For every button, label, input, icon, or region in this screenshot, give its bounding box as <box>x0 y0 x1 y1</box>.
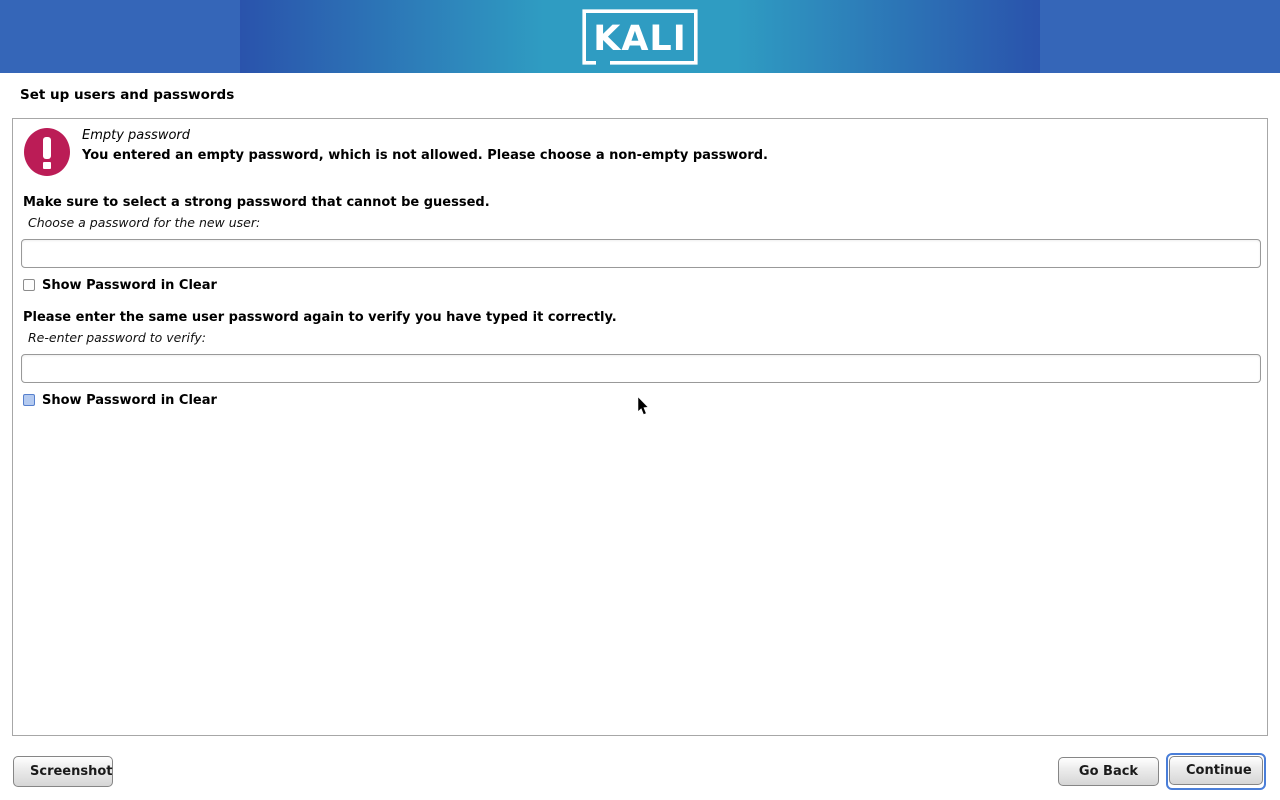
verify-password-input[interactable] <box>21 354 1261 383</box>
continue-button-focus-ring <box>1166 753 1266 790</box>
verify-heading: Please enter the same user password again to verify you have typed it correctly. <box>23 310 617 325</box>
show-password-label-1: Show Password in Clear <box>42 277 217 293</box>
show-password-row-2[interactable] <box>23 392 217 408</box>
password-input[interactable] <box>21 239 1261 268</box>
page-title: Set up users and passwords <box>20 87 235 103</box>
go-back-button[interactable]: Go Back <box>1058 757 1159 786</box>
verify-label: Re-enter password to verify: <box>28 330 206 345</box>
content-frame <box>12 118 1268 736</box>
kali-logo-text: KALI <box>593 19 687 59</box>
show-password-label-2: Show Password in Clear <box>42 392 217 408</box>
error-icon <box>24 128 70 176</box>
kali-logo-icon <box>582 9 698 65</box>
password-label: Choose a password for the new user: <box>28 215 261 230</box>
show-password-checkbox-2[interactable] <box>23 394 35 406</box>
error-title: Empty password <box>82 128 190 143</box>
screenshot-button[interactable]: Screenshot <box>13 756 113 787</box>
continue-button[interactable]: Continue <box>1169 756 1263 785</box>
error-message: You entered an empty password, which is not allowed. Please choose a non-empty password. <box>82 148 768 163</box>
installer-banner <box>0 0 1280 73</box>
show-password-row-1[interactable] <box>23 277 217 293</box>
show-password-checkbox-1[interactable] <box>23 279 35 291</box>
password-heading: Make sure to select a strong password that cannot be guessed. <box>23 195 490 210</box>
error-exclamation-bar <box>43 137 51 159</box>
error-exclamation-dot <box>43 162 51 169</box>
